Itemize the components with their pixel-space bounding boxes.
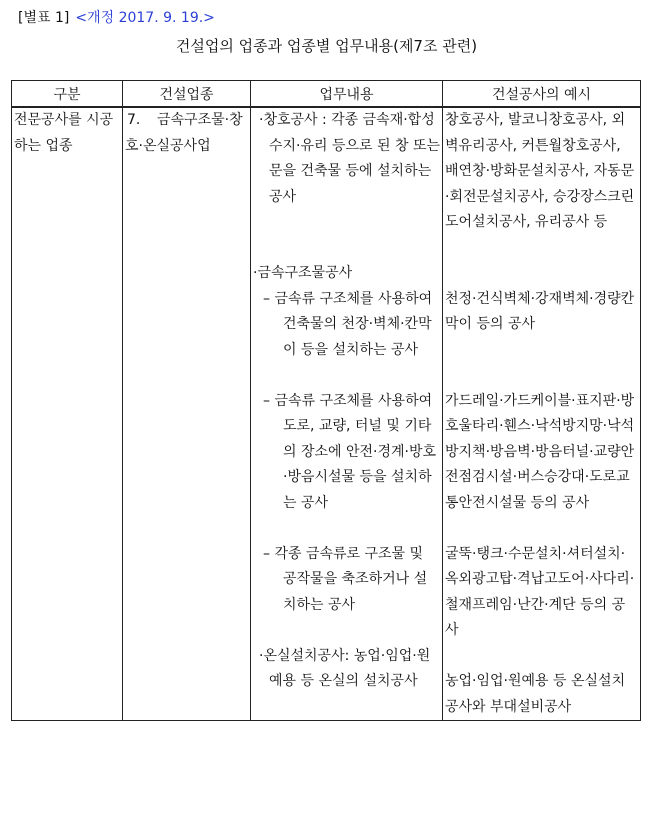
example-metal-item-1: 천정·건식벽체·강재벽체·경량칸막이 등의 공사 xyxy=(445,290,635,332)
task-window-door: ·창호공사 : 각종 금속재·합성수지·유리 등으로 된 창 또는 문을 건축물 등에 설치하는 공사 xyxy=(259,112,441,205)
table-row xyxy=(12,107,641,721)
industry-number: 7. xyxy=(127,112,141,128)
amendment-date: <개정 2017. 9. 19.> xyxy=(75,10,215,26)
table-header-row xyxy=(12,81,641,108)
industry-name: 금속구조물·창호·온실공사업 xyxy=(125,112,243,154)
task-greenhouse: ·온실설치공사: 농업·임업·원예용 등 온실의 설치공사 xyxy=(259,647,431,689)
task-metal-item-1: – 금속류 구조체를 사용하여 건축물의 천장·벽체·칸막이 등을 설치하는 공사 xyxy=(263,290,433,358)
example-metal-item-2: 가드레일·가드케이블·표지판·방호울타리·휀스·낙석방지망·낙석방지책·방음벽·방음터널·교량안전점검시설·버스승강대·도로교통안전시설물 등의 공사 xyxy=(445,392,635,511)
task-cell xyxy=(251,107,443,721)
category-cell xyxy=(12,107,123,721)
annex-label: [별표 1] xyxy=(18,10,70,26)
document-header xyxy=(18,7,215,27)
task-metal-item-3: – 각종 금속류로 구조물 및 공작물을 축조하거나 설치하는 공사 xyxy=(263,545,428,613)
example-metal-item-3: 굴뚝·탱크·수문설치·셔터설치·옥외광고탑·격납고도어·사다리·철재프레임·난간·계단 등의 공사 xyxy=(445,545,635,638)
category-text: 전문공사를 시공하는 업종 xyxy=(14,112,114,154)
column-header: 업무내용 xyxy=(251,81,443,108)
task-metal-item-2: – 금속류 구조체를 사용하여 도로, 교량, 터널 및 기타의 장소에 안전·경계·방호·방음시설물 등을 설치하는 공사 xyxy=(263,392,437,511)
industry-table xyxy=(11,80,641,721)
task-metal-structure-heading: ·금속구조물공사 xyxy=(253,265,353,281)
page-title: 건설업의 업종과 업종별 업무내용(제7조 관련) xyxy=(175,37,478,55)
column-header: 건설공사의 예시 xyxy=(443,81,641,108)
example-window-door: 창호공사, 발코니창호공사, 외벽유리공사, 커튼월창호공사, 배연창·방화문설치공사, 자동문·회전문설치공사, 승강장스크린도어설치공사, 유리공사 등 xyxy=(445,112,635,230)
column-header: 구분 xyxy=(12,81,123,108)
industry-cell xyxy=(123,107,251,721)
example-cell xyxy=(443,107,641,721)
example-greenhouse: 농업·임업·원예용 등 온실설치공사와 부대설비공사 xyxy=(445,673,626,715)
column-header: 건설업종 xyxy=(123,81,251,108)
